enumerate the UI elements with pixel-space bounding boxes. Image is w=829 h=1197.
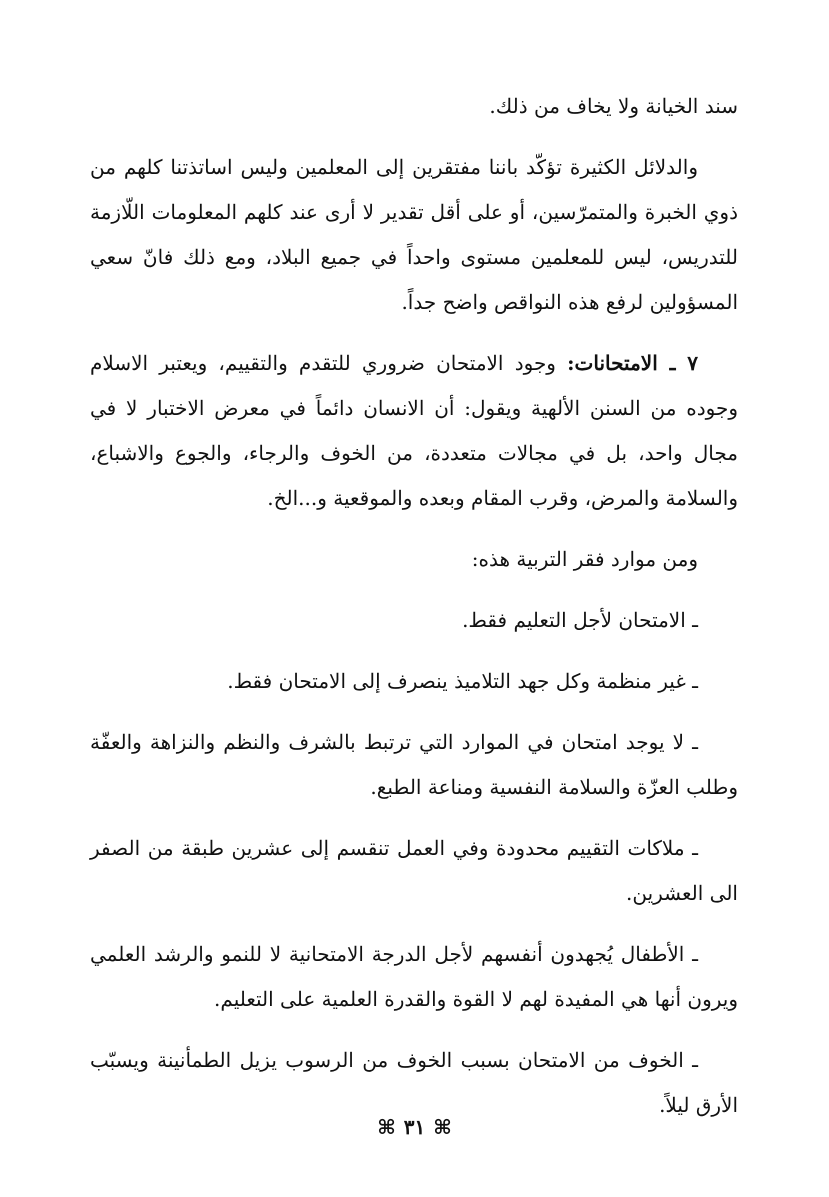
page-footer	[0, 1112, 829, 1142]
paragraph-exams	[90, 341, 738, 521]
list-item: ـ غير منظمة وكل جهد التلاميذ ينصرف إلى الامتحان فقط.	[227, 669, 698, 693]
page-number: ٣١	[403, 1115, 426, 1139]
paragraph-list-intro: ومن موارد فقر التربية هذه:	[471, 547, 698, 571]
paragraph-continuation: سند الخيانة ولا يخاف من ذلك.	[489, 94, 738, 118]
list-item: ـ الأطفال يُجهدون أنفسهم لأجل الدرجة الامتحانية لا للنمو والرشد العلمي ويرون أنها هي المفيدة لهم لا القوة والقدرة العلمية على التعليم.	[90, 942, 738, 1011]
list-item: ـ الخوف من الامتحان بسبب الخوف من الرسوب يزيل الطمأنينة ويسبّب الأرق ليلاً.	[90, 1048, 738, 1117]
section-heading-exams: ٧ ـ الامتحانات:	[567, 351, 698, 375]
list-item: ـ الامتحان لأجل التعليم فقط.	[462, 608, 698, 632]
page-body	[90, 84, 738, 1144]
paragraph-exams-text: وجود الامتحان ضروري للتقدم والتقييم، ويعتبر الاسلام وجوده من السنن الألهية ويقول: أن الانسان دائماً في معرض الاختبار لا في مجال واحد، بل في مجالات متعددة، من الخوف والرجاء، والجوع والاشباع، والسلامة والمرض، وقرب المقام وبعده والموقعية و...الخ.	[90, 351, 738, 510]
list-item: ـ لا يوجد امتحان في الموارد التي ترتبط بالشرف والنظم والنزاهة والعفّة وطلب العزّة والسلامة النفسية ومناعة الطبع.	[90, 730, 738, 799]
ornament-icon: ⌘	[377, 1115, 396, 1139]
paragraph-teachers: والدلائل الكثيرة تؤكّد باننا مفتقرين إلى المعلمين وليس اساتذتنا كلهم من ذوي الخبرة والمتمرّسين، أو على أقل تقدير لا أرى عند كلهم المعلومات اللّازمة للتدريس، ليس للمعلمين مستوى واحداً في جميع البلاد، ومع ذلك فانّ سعي المسؤولين لرفع هذه النواقص واضح جداً.	[90, 155, 738, 314]
list-item: ـ ملاكات التقييم محدودة وفي العمل تنقسم إلى عشرين طبقة من الصفر الى العشرين.	[90, 836, 738, 905]
ornament-icon: ⌘	[433, 1115, 452, 1139]
